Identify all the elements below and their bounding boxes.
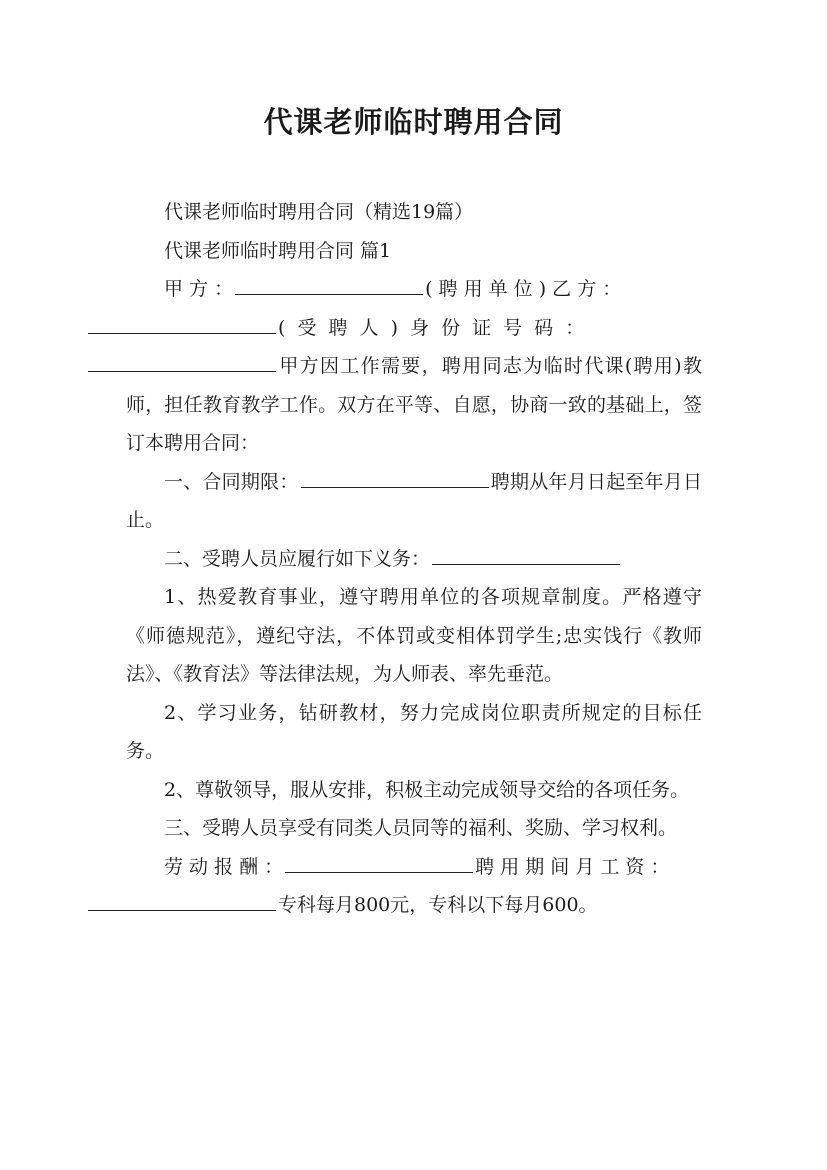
obligations-label: 二、受聘人员应履行如下义务： bbox=[164, 547, 431, 570]
section-heading: 代课老师临时聘用合同 篇1 bbox=[164, 239, 392, 262]
parties-text: 甲方因工作需要，聘用同志为临时代课(聘用)教师，担任教育教学工作。双方在平等、自愿，协商一致的基础上，签订本聘用合同： bbox=[126, 355, 702, 454]
term-paragraph bbox=[126, 463, 702, 540]
obligation-1: 1、热爱教育事业，遵守聘用单位的各项规章制度。严格遵守《师德规范》，遵纪守法，不体罚或变相体罚学生;忠实饯行《教师法》、《教育法》等法律法规，为人师表、率先垂范。 bbox=[126, 586, 702, 685]
parties-paragraph bbox=[126, 270, 702, 463]
obligations-heading bbox=[126, 540, 702, 579]
subtitle-line: 代课老师临时聘用合同（精选19篇） bbox=[164, 201, 474, 223]
party-a-blank bbox=[235, 293, 423, 295]
id-number-label: ( 受 聘 人 ) 身 份 证 号 码 ： bbox=[278, 316, 588, 339]
document-body bbox=[126, 193, 702, 925]
term-blank bbox=[301, 486, 489, 488]
benefits-paragraph: 三、受聘人员享受有同类人员同等的福利、奖励、学习权利。 bbox=[164, 817, 678, 839]
party-b-blank bbox=[88, 332, 276, 334]
id-number-blank bbox=[88, 370, 276, 372]
obligation-3: 2、尊敬领导，服从安排，积极主动完成领导交给的各项任务。 bbox=[164, 778, 690, 801]
monthly-wage-blank bbox=[88, 909, 276, 911]
salary-label: 劳 动 报 酬 ： bbox=[164, 855, 284, 878]
party-b-label: ( 聘 用 单 位 ) 乙 方 ： bbox=[425, 278, 622, 300]
salary-blank bbox=[285, 871, 473, 873]
monthly-wage-label: 聘 用 期 间 月 工 资 ： bbox=[475, 855, 670, 878]
obligation-2: 2、学习业务，钻研教材，努力完成岗位职责所规定的目标任务。 bbox=[126, 701, 702, 762]
salary-text: 专科每月800元，专科以下每月600。 bbox=[278, 894, 598, 916]
document-title: 代课老师临时聘用合同 bbox=[263, 105, 564, 139]
party-a-label: 甲 方 ： bbox=[164, 278, 234, 300]
salary-paragraph bbox=[126, 848, 702, 925]
term-label: 一、合同期限： bbox=[164, 470, 299, 493]
term-text: 聘期从年月日起至年月日止。 bbox=[126, 470, 702, 531]
obligations-blank bbox=[432, 563, 620, 565]
